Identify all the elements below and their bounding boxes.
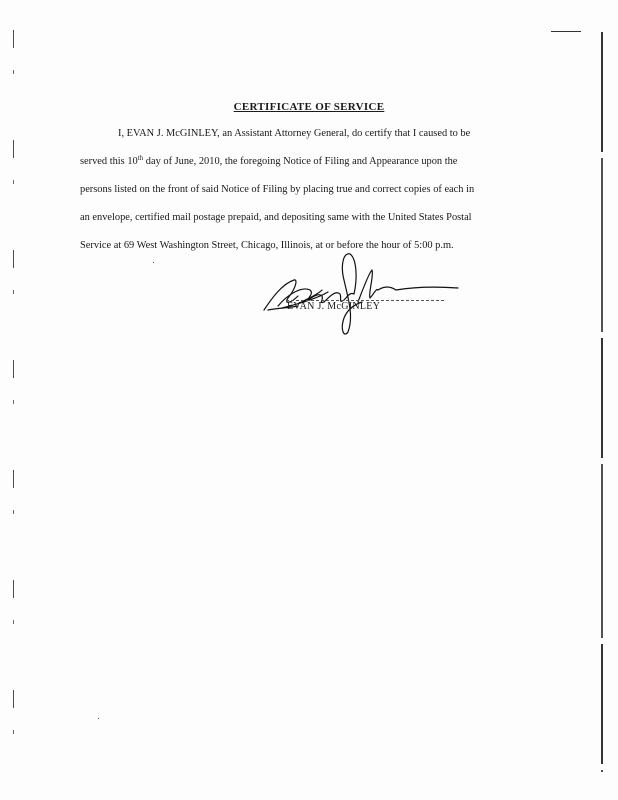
paragraph-line: I, EVAN J. McGINLEY, an Assistant Attorney General, do certify that I caused to be [118, 128, 471, 139]
scan-speck [153, 262, 154, 263]
ordinal-suffix: th [137, 154, 144, 162]
paragraph-line [80, 148, 520, 176]
scan-edge-left [13, 30, 14, 790]
date-remainder: day of June, 2010, the foregoing Notice of Filing and Appearance upon the [143, 156, 458, 167]
signer-name: EVAN J. McGINLEY [287, 301, 381, 312]
scan-mark-top-right [551, 31, 581, 32]
handwritten-signature [258, 246, 473, 338]
date-prefix: served this 10 [80, 156, 138, 167]
scan-speck [98, 718, 99, 719]
certificate-paragraph [80, 120, 520, 260]
paragraph-line: Service at 69 West Washington Street, Chicago, Illinois, at or before the hour of 5:00 p.m. [80, 240, 454, 251]
document-title: CERTIFICATE OF SERVICE [233, 101, 385, 113]
paragraph-line: persons listed on the front of said Notice of Filing by placing true and correct copies of each in [80, 184, 475, 195]
paragraph-line: an envelope, certified mail postage prepaid, and depositing same with the United States Postal [80, 212, 472, 223]
scan-edge-right [601, 32, 603, 772]
